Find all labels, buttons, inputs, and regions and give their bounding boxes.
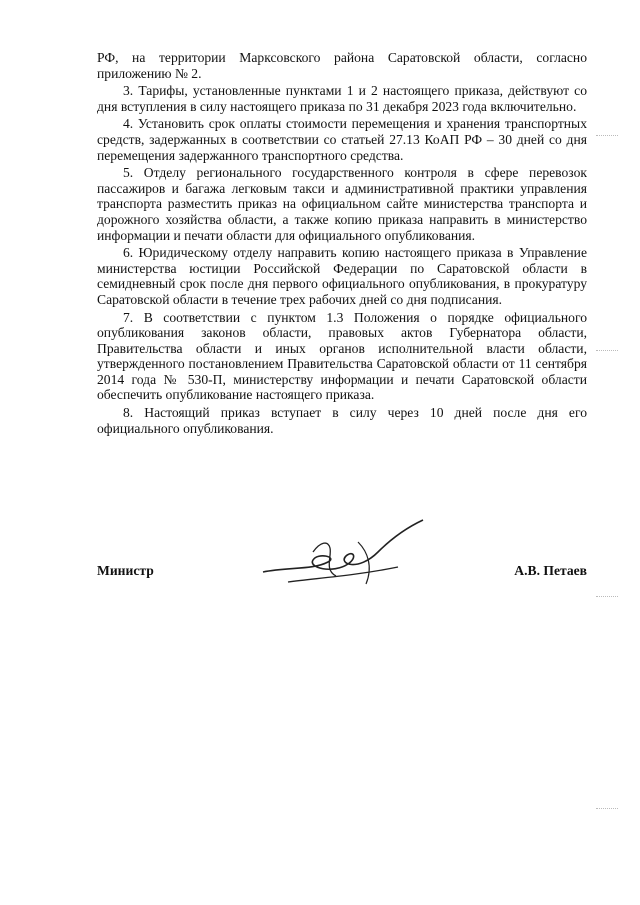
paragraph-5: 5. Отделу регионального государственного контроля в сфере перевозок пассажиров и багажа легковым такси и административной практики управления транспорта разместить приказ на официальном сайте министерства транспорта и дорожного хозяйства области, а также копию приказа направить в министерство информации и печати области для официального опубликования. [97, 165, 587, 243]
margin-dots [596, 596, 618, 598]
paragraph-6: 6. Юридическому отделу направить копию настоящего приказа в Управление министерства юстиции Российской Федерации по Саратовской области в семидневный срок после дня первого официального опубликования, в прокуратуру Саратовской области в течение трех рабочих дней со дня подписания. [97, 245, 587, 307]
paragraph-continuation: РФ, на территории Марксовского района Саратовской области, согласно приложению № 2. [97, 50, 587, 81]
paragraph-7: 7. В соответствии с пунктом 1.3 Положения о порядке официального опубликования законов области, правовых актов Губернатора области, Правительства области и иных органов исполнительной власти области, утвержденного постановлением Правительства Саратовской области от 11 сентября 2014 года № 530-П, министерству информации и печати Саратовской области обеспечить опубликование настоящего приказа. [97, 309, 587, 403]
margin-dots [596, 350, 618, 352]
document-body [97, 50, 587, 438]
signature-block [97, 563, 587, 581]
margin-dots [596, 135, 618, 137]
paragraph-3: 3. Тарифы, установленные пунктами 1 и 2 настоящего приказа, действуют со дня вступления в силу настоящего приказа по 31 декабря 2023 года включительно. [97, 83, 587, 114]
signatory-name: А.В. Петаев [514, 563, 587, 578]
handwritten-signature [258, 512, 428, 602]
margin-dots [596, 808, 618, 810]
paragraph-8: 8. Настоящий приказ вступает в силу через 10 дней после дня его официального опубликования. [97, 405, 587, 436]
signatory-title: Министр [97, 563, 154, 578]
paragraph-4: 4. Установить срок оплаты стоимости перемещения и хранения транспортных средств, задержанных в соответствии со статьей 27.13 КоАП РФ – 30 дней со дня перемещения задержанного транспортного средства. [97, 116, 587, 163]
